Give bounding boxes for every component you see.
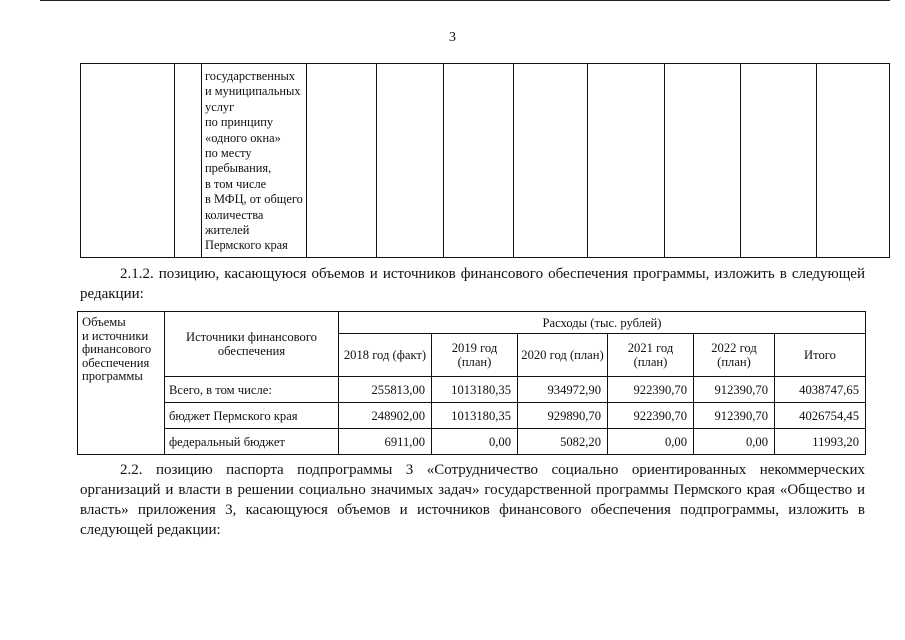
value-cell: 255813,00 bbox=[339, 377, 432, 403]
year-header: 2022 год (план) bbox=[694, 334, 775, 377]
paragraph-2-1-2: 2.1.2. позицию, касающуюся объемов и источников финансового обеспечения программы, изложить в следующей редакции: bbox=[80, 266, 865, 302]
table-row bbox=[78, 403, 866, 429]
year-header: 2020 год (план) bbox=[518, 334, 608, 377]
table-cell bbox=[444, 64, 514, 258]
value-cell: 0,00 bbox=[432, 429, 518, 455]
value-cell: 6911,00 bbox=[339, 429, 432, 455]
value-cell: 912390,70 bbox=[694, 403, 775, 429]
value-cell: 934972,90 bbox=[518, 377, 608, 403]
table-cell bbox=[175, 64, 202, 258]
page-number: 3 bbox=[449, 30, 456, 45]
financing-table bbox=[77, 311, 866, 455]
value-cell: 248902,00 bbox=[339, 403, 432, 429]
page-top-edge bbox=[40, 0, 890, 1]
continued-table bbox=[80, 63, 890, 258]
value-cell: 5082,20 bbox=[518, 429, 608, 455]
value-cell: 912390,70 bbox=[694, 377, 775, 403]
table-cell bbox=[81, 64, 175, 258]
value-cell: 922390,70 bbox=[608, 403, 694, 429]
value-cell: 1013180,35 bbox=[432, 377, 518, 403]
value-cell: 0,00 bbox=[694, 429, 775, 455]
table-row bbox=[78, 312, 866, 334]
total-header: Итого bbox=[775, 334, 866, 377]
total-cell: 11993,20 bbox=[775, 429, 866, 455]
table-cell bbox=[307, 64, 377, 258]
year-header: 2018 год (факт) bbox=[339, 334, 432, 377]
source-cell: Всего, в том числе: bbox=[165, 377, 339, 403]
expenses-header: Расходы (тыс. рублей) bbox=[339, 312, 866, 334]
table-cell bbox=[817, 64, 890, 258]
table-cell bbox=[665, 64, 741, 258]
indicator-text: государственных и муниципальных услуг по принципу «одного окна» по месту пребывания, в том числе в МФЦ, от общего количества жителей Пермского края bbox=[205, 69, 303, 253]
total-cell: 4038747,65 bbox=[775, 377, 866, 403]
total-cell: 4026754,45 bbox=[775, 403, 866, 429]
table-cell bbox=[741, 64, 817, 258]
table-row bbox=[81, 64, 890, 258]
sources-header: Источники финансового обеспечения bbox=[165, 312, 339, 377]
table-row bbox=[78, 429, 866, 455]
value-cell: 929890,70 bbox=[518, 403, 608, 429]
table-row bbox=[78, 377, 866, 403]
table-cell bbox=[514, 64, 588, 258]
source-cell: бюджет Пермского края bbox=[165, 403, 339, 429]
table-cell bbox=[588, 64, 665, 258]
value-cell: 0,00 bbox=[608, 429, 694, 455]
table-cell bbox=[377, 64, 444, 258]
paragraph-2-2: 2.2. позицию паспорта подпрограммы 3 «Сотрудничество социально ориентированных некоммерческих организаций и власти в решении социально значимых задач» государственной программы Пермского края «Общество и власть» приложения 3, касающуюся объемов и источников финансового обеспечения подпрограммы, изложить в следующей редакции: bbox=[80, 462, 865, 538]
year-header: 2019 год (план) bbox=[432, 334, 518, 377]
source-cell: федеральный бюджет bbox=[165, 429, 339, 455]
value-cell: 1013180,35 bbox=[432, 403, 518, 429]
table-cell-indicator bbox=[202, 64, 307, 258]
row-label: Объемы и источники финансового обеспечения программы bbox=[78, 312, 165, 455]
value-cell: 922390,70 bbox=[608, 377, 694, 403]
year-header: 2021 год (план) bbox=[608, 334, 694, 377]
